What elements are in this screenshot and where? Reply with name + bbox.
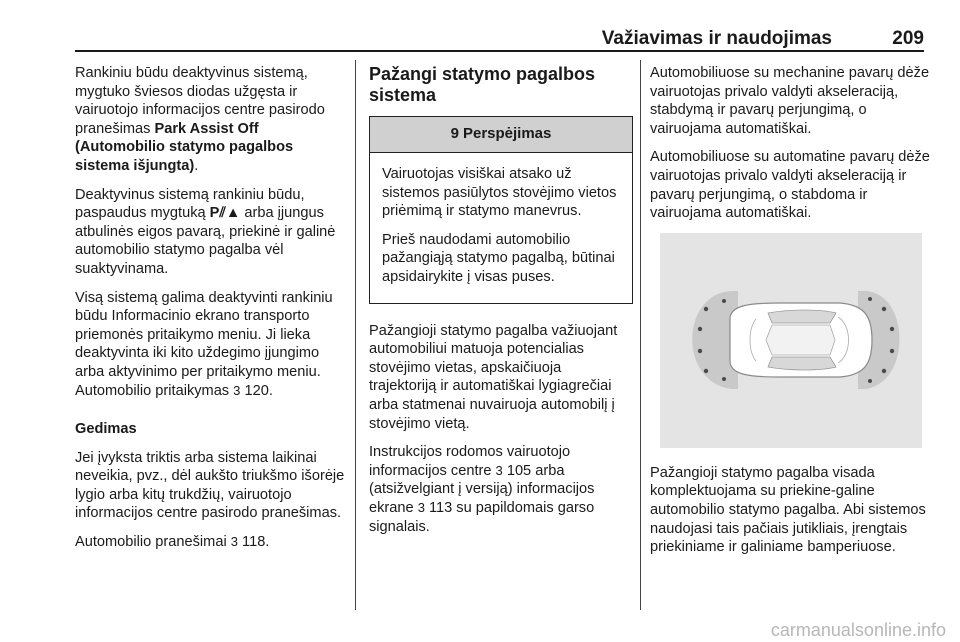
page-header-title: Važiavimas ir naudojimas xyxy=(601,28,832,49)
page-reference: 113 xyxy=(428,499,453,516)
page-header xyxy=(75,28,924,48)
header-divider xyxy=(75,50,924,52)
paragraph-fault: Jei įvyksta triktis arba sistema laikinai neveikia, pvz., dėl aukšto triukšmo išorėje lygio arba kitų trukdžių, vairuotojo informacijos centre pasirodo pranešimas. xyxy=(75,449,345,522)
column-3 xyxy=(650,64,930,567)
warning-paragraph: Prieš naudodami automobilio pažangiąją statymo pagalbą, būtinai apsidairykite į visas puses. xyxy=(382,231,615,285)
paragraph-text: Automobilio pranešimai xyxy=(75,534,231,551)
paragraph-deactivation xyxy=(75,64,345,176)
paragraph-vehicle-messages xyxy=(75,533,345,552)
warning-triangle-icon: 9 xyxy=(450,125,459,143)
paragraph-text: su papildomais garso signalais. xyxy=(369,499,595,535)
message-park-assist-off: Park Assist Off (Automobilio statymo pagalbos sistema išjungta) xyxy=(75,120,294,174)
warning-box xyxy=(369,116,633,304)
column-divider-right xyxy=(640,60,641,610)
park-assist-illustration xyxy=(660,233,922,448)
paragraph-text: Visą sistemą galima deaktyvinti rankiniu būdu Informacinio ekrano transporto priemonės pritaikymo meniu. Ji lieka deaktyvinta iki kito uždegimo įjungimo arba aktyvinimo per pritaikymo meniu. Automobilio pritaikymas xyxy=(75,289,333,399)
warning-body xyxy=(370,153,632,303)
column-divider-left xyxy=(355,60,356,610)
paragraph-text: Deaktyvinus sistemą rankiniu būdu, paspaudus mygtuką xyxy=(75,186,305,222)
paragraph-automatic-gearbox: Automobiliuose su automatine pavarų dėže vairuotojas privalo valdyti akseleraciją ir pavarų perjungimą, o stabdoma ir vairuojama automatiškai. xyxy=(650,149,930,222)
paragraph-instructions xyxy=(369,443,631,536)
column-2 xyxy=(369,64,631,546)
park-assist-button-icon: P⫽▲ xyxy=(209,205,241,222)
warning-paragraph: Vairuotojas visiškai atsako už sistemos pasiūlytos stovėjimo vietos priėmimą ir statymo manevrus. xyxy=(382,166,617,220)
reference-arrow-icon: 3 xyxy=(495,462,503,478)
paragraph-text: arba įjungus atbulinės eigos pavarą, priekinė ir galinė automobilio statymo pagalba vėl suaktyvinama. xyxy=(75,205,336,277)
car-sensor-zones-illustration xyxy=(660,233,922,448)
paragraph-text: arba (atsižvelgiant į versiją) informacijos ekrane xyxy=(369,462,595,516)
page-reference: 120. xyxy=(244,382,273,399)
paragraph-text: Instrukcijos rodomos vairuotojo informacijos centre xyxy=(369,444,571,479)
paragraph-reactivation xyxy=(75,186,345,279)
reference-arrow-icon: 3 xyxy=(230,534,238,550)
watermark: carmanualsonline.info xyxy=(770,620,946,640)
paragraph-advanced-park-assist: Pažangioji statymo pagalba važiuojant automobiliui matuoja potencialias stovėjimo vietas, apskaičiuoja trajektoriją ir automatiškai lygiagrečiai arba statmenai nuvairuoja automobilį į stovėjimo vietą. xyxy=(369,322,618,432)
column-1 xyxy=(75,64,345,562)
paragraph-text: Rankiniu būdu deaktyvinus sistemą, mygtuko šviesos diodas užgęsta ir vairuotojo informacijos centre pasirodo pranešimas xyxy=(75,65,325,137)
paragraph-text: . xyxy=(194,157,199,174)
section-heading: Pažangi statymo pagalbos sistema xyxy=(369,64,596,105)
paragraph-menu-deactivation xyxy=(75,289,345,401)
page-reference: 105 xyxy=(506,462,532,479)
page-number: 209 xyxy=(892,28,924,49)
subheading-fault: Gedimas xyxy=(75,421,137,438)
paragraph-sensors: Pažangioji statymo pagalba visada komplektuojama su priekine-galine automobilio statymo pagalba. Abi sistemos naudojasi tais pačiais jutikliais, įrengtais priekiniame ir galiniame bamperiuose. xyxy=(650,464,926,556)
warning-header xyxy=(370,117,632,153)
warning-title: Perspėjimas xyxy=(462,125,552,143)
page-reference: 118. xyxy=(242,534,270,551)
car-top-view xyxy=(730,303,872,377)
reference-arrow-icon: 3 xyxy=(233,382,241,398)
paragraph-manual-gearbox: Automobiliuose su mechanine pavarų dėže vairuotojas privalo valdyti akseleraciją, stabdymą ir pavarų perjungimą, o vairuojama automatiškai. xyxy=(650,65,930,137)
reference-arrow-icon: 3 xyxy=(417,499,425,515)
